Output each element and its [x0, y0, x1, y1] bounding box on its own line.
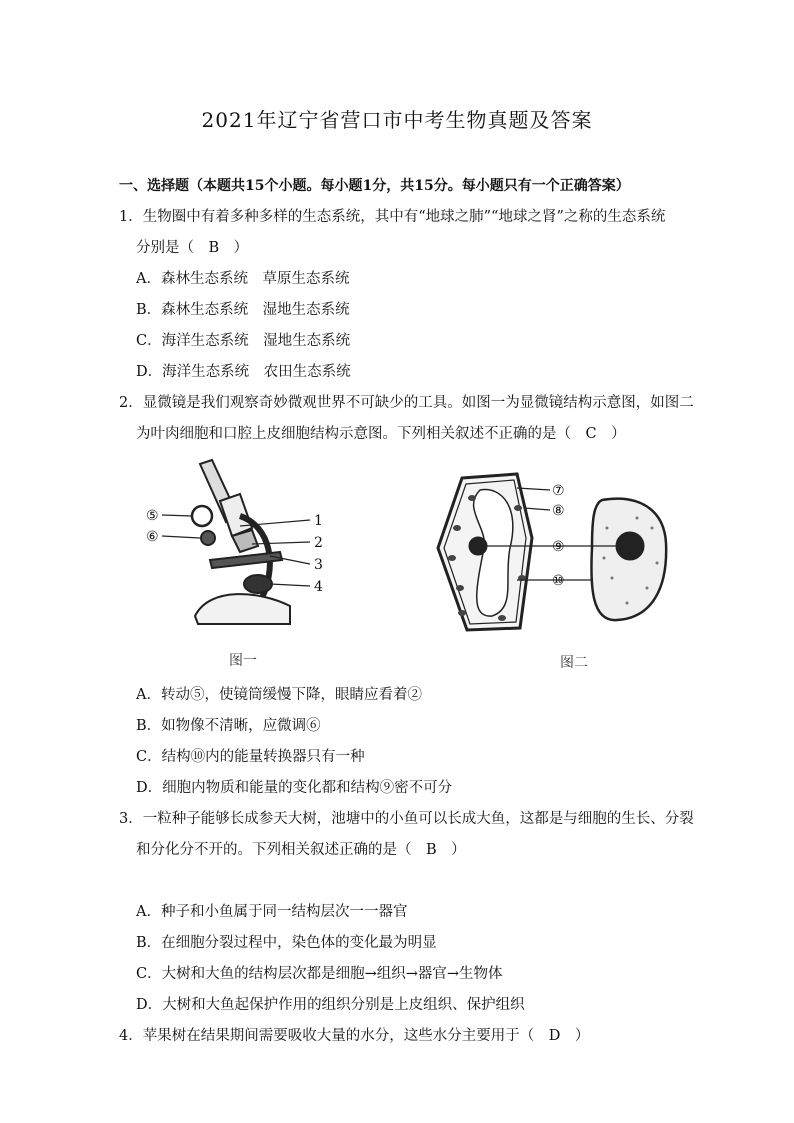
question-1-line-2: 分别是（ B ） — [136, 240, 249, 256]
label-7: ⑦ — [552, 483, 565, 499]
label-8: ⑧ — [552, 503, 565, 519]
animal-nucleus — [616, 532, 644, 560]
question-2-option-a: A．转动⑤，使镜筒缓慢下降，眼睛应看着② — [136, 687, 422, 703]
coarse-focus-knob — [192, 506, 212, 526]
fine-focus-knob — [201, 531, 215, 545]
question-2-line-1: 2．显微镜是我们观察奇妙微观世界不可缺少的工具。如图一为显微镜结构示意图，如图二 — [119, 395, 694, 411]
plant-nucleus — [469, 537, 487, 555]
microscope-tube — [220, 494, 252, 536]
label-1: 1 — [314, 513, 323, 529]
question-2-line-2: 为叶肉细胞和口腔上皮细胞结构示意图。下列相关叙述不正确的是（ C ） — [136, 426, 626, 442]
question-3-option-b: B．在细胞分裂过程中，染色体的变化最为明显 — [136, 935, 437, 951]
question-1-line-1: 1．生物圈中有着多种多样的生态系统，其中有“地球之肺”“地球之肾”之称的生态系统 — [119, 209, 666, 225]
microscope-mirror — [244, 575, 272, 593]
question-4-line-1: 4．苹果树在结果期间需要吸收大量的水分，这些水分主要用于（ D ） — [119, 1028, 590, 1044]
question-1-option-c: C．海洋生态系统 湿地生态系统 — [136, 333, 351, 349]
label-5: ⑤ — [146, 508, 159, 524]
figure-1-caption: 图一 — [229, 653, 257, 669]
question-2-option-b: B．如物像不清晰，应微调⑥ — [136, 718, 321, 734]
section-heading: 一、选择题（本题共15个小题。每小题1分，共15分。每小题只有一个正确答案） — [119, 178, 630, 194]
question-3-line-1: 3．一粒种子能够长成参天大树，池塘中的小鱼可以长成大鱼，这都是与细胞的生长、分裂 — [119, 811, 694, 827]
microscope-diagram — [140, 456, 350, 636]
microscope-base — [195, 594, 290, 624]
question-1-option-a: A．森林生态系统 草原生态系统 — [136, 271, 350, 287]
question-2-option-c: C．结构⑩内的能量转换器只有一种 — [136, 749, 365, 765]
page-title: 2021年辽宁省营口市中考生物真题及答案 — [201, 108, 593, 132]
cell-structure-diagram — [432, 468, 672, 638]
question-3-option-d: D．大树和大鱼起保护作用的组织分别是上皮组织、保护组织 — [136, 997, 525, 1013]
question-3-line-2: 和分化分不开的。下列相关叙述正确的是（ B ） — [136, 842, 466, 858]
label-4: 4 — [314, 579, 323, 595]
label-2: 2 — [314, 535, 323, 551]
question-3-option-c: C．大树和大鱼的结构层次都是细胞→组织→器官→生物体 — [136, 966, 503, 982]
question-1-option-d: D．海洋生态系统 农田生态系统 — [136, 364, 351, 380]
label-10: ⑩ — [552, 573, 565, 589]
question-3-option-a: A．种子和小鱼属于同一结构层次一一器官 — [136, 904, 408, 920]
label-6: ⑥ — [146, 529, 159, 545]
label-9: ⑨ — [552, 539, 565, 555]
label-3: 3 — [314, 557, 323, 573]
question-2-option-d: D．细胞内物质和能量的变化都和结构⑨密不可分 — [136, 780, 453, 796]
question-1-option-b: B．森林生态系统 湿地生态系统 — [136, 302, 350, 318]
figure-2-caption: 图二 — [560, 655, 588, 671]
